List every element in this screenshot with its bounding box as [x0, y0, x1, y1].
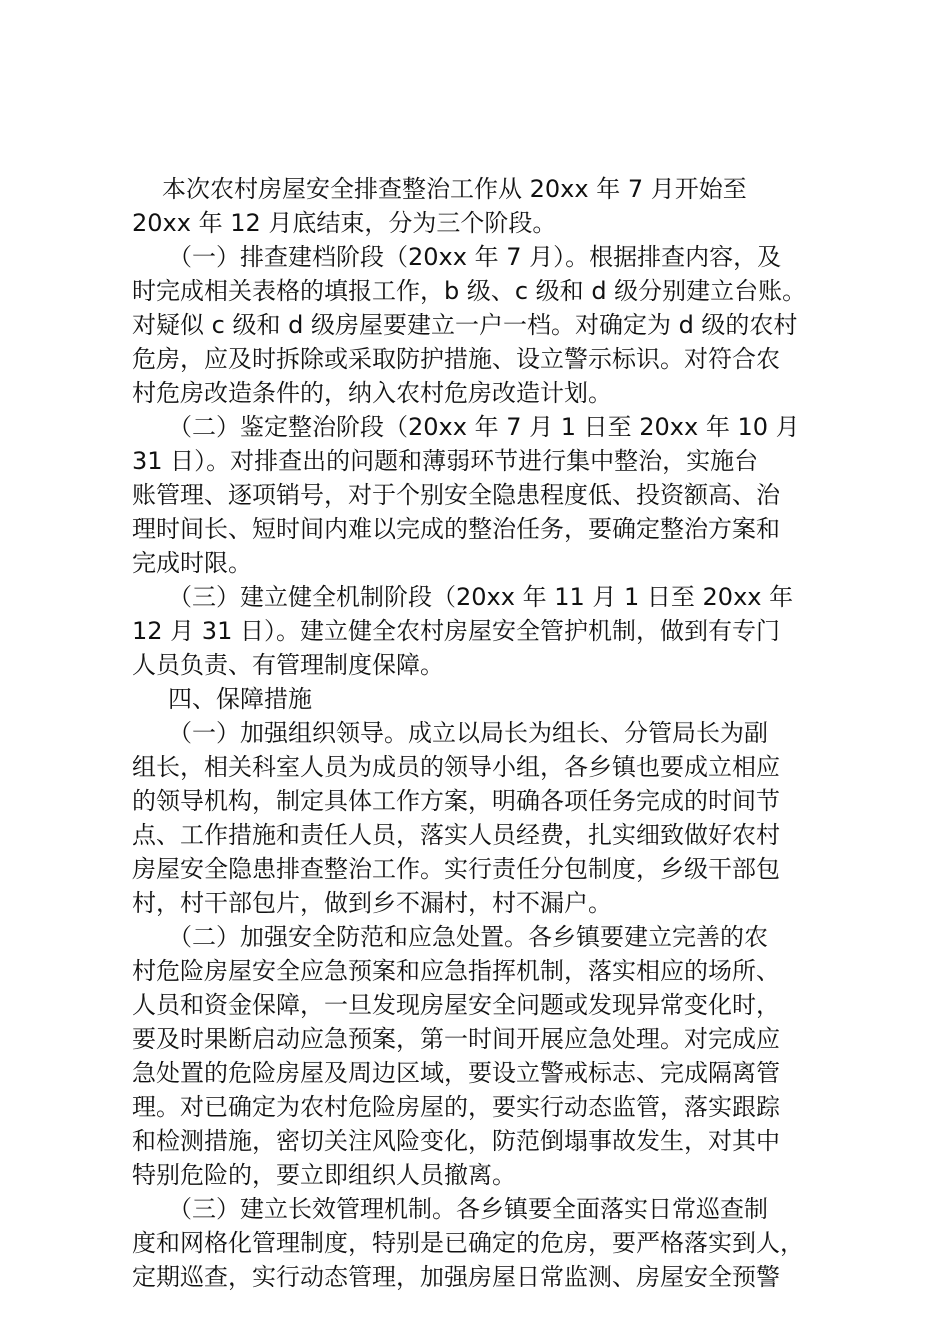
text-line: （一）加强组织领导。成立以局长为组长、分管局长为副: [168, 719, 768, 747]
text-line: 四、保障措施: [168, 685, 312, 713]
text-line: 人员和资金保障，一旦发现房屋安全问题或发现异常变化时，: [132, 991, 780, 1019]
text-line: 和检测措施，密切关注风险变化，防范倒塌事故发生，对其中: [132, 1127, 780, 1155]
text-line: 急处置的危险房屋及周边区域，要设立警戒标志、完成隔离管: [132, 1059, 780, 1087]
text-line: （二）加强安全防范和应急处置。各乡镇要建立完善的农: [168, 923, 768, 951]
text-line: 定期巡查，实行动态管理，加强房屋日常监测、房屋安全预警: [132, 1263, 780, 1291]
text-line: 理时间长、短时间内难以完成的整治任务，要确定整治方案和: [132, 515, 780, 543]
text-line: （二）鉴定整治阶段（20xx 年 7 月 1 日至 20xx 年 10 月: [168, 413, 800, 441]
text-line: （三）建立长效管理机制。各乡镇要全面落实日常巡查制: [168, 1195, 768, 1223]
text-line: 完成时限。: [132, 549, 252, 577]
text-line: 组长，相关科室人员为成员的领导小组，各乡镇也要成立相应: [132, 753, 780, 781]
text-line: 账管理、逐项销号，对于个别安全隐患程度低、投资额高、治: [132, 481, 780, 509]
text-line: 特别危险的，要立即组织人员撤离。: [132, 1161, 516, 1189]
text-line: 房屋安全隐患排查整治工作。实行责任分包制度，乡级干部包: [132, 855, 780, 883]
text-line: 时完成相关表格的填报工作，b 级、c 级和 d 级分别建立台账。: [132, 277, 807, 305]
text-line: 度和网格化管理制度，特别是已确定的危房，要严格落实到人，: [132, 1229, 804, 1257]
text-line: 村，村干部包片，做到乡不漏村，村不漏户。: [132, 889, 612, 917]
text-line: 危房，应及时拆除或采取防护措施、设立警示标识。对符合农: [132, 345, 780, 373]
text-line: 点、工作措施和责任人员，落实人员经费，扎实细致做好农村: [132, 821, 780, 849]
document-body: [132, 172, 832, 1294]
text-line: 理。对已确定为农村危险房屋的，要实行动态监管，落实跟踪: [132, 1093, 780, 1121]
text-line: 31 日）。对排查出的问题和薄弱环节进行集中整治，实施台: [132, 447, 759, 475]
text-line: 20xx 年 12 月底结束，分为三个阶段。: [132, 209, 557, 237]
text-line: 人员负责、有管理制度保障。: [132, 651, 444, 679]
text-line: （一）排查建档阶段（20xx 年 7 月）。根据排查内容，及: [168, 243, 782, 271]
text-line: 本次农村房屋安全排查整治工作从 20xx 年 7 月开始至: [162, 175, 747, 203]
text-line: 的领导机构，制定具体工作方案，明确各项任务完成的时间节: [132, 787, 780, 815]
text-line: 村危房改造条件的，纳入农村危房改造计划。: [132, 379, 612, 407]
text-line: 对疑似 c 级和 d 级房屋要建立一户一档。对确定为 d 级的农村: [132, 311, 798, 339]
text-line: 12 月 31 日）。建立健全农村房屋安全管护机制，做到有专门: [132, 617, 780, 645]
text-line: （三）建立健全机制阶段（20xx 年 11 月 1 日至 20xx 年: [168, 583, 794, 611]
text-line: 要及时果断启动应急预案，第一时间开展应急处理。对完成应: [132, 1025, 780, 1053]
text-line: 村危险房屋安全应急预案和应急指挥机制，落实相应的场所、: [132, 957, 780, 985]
